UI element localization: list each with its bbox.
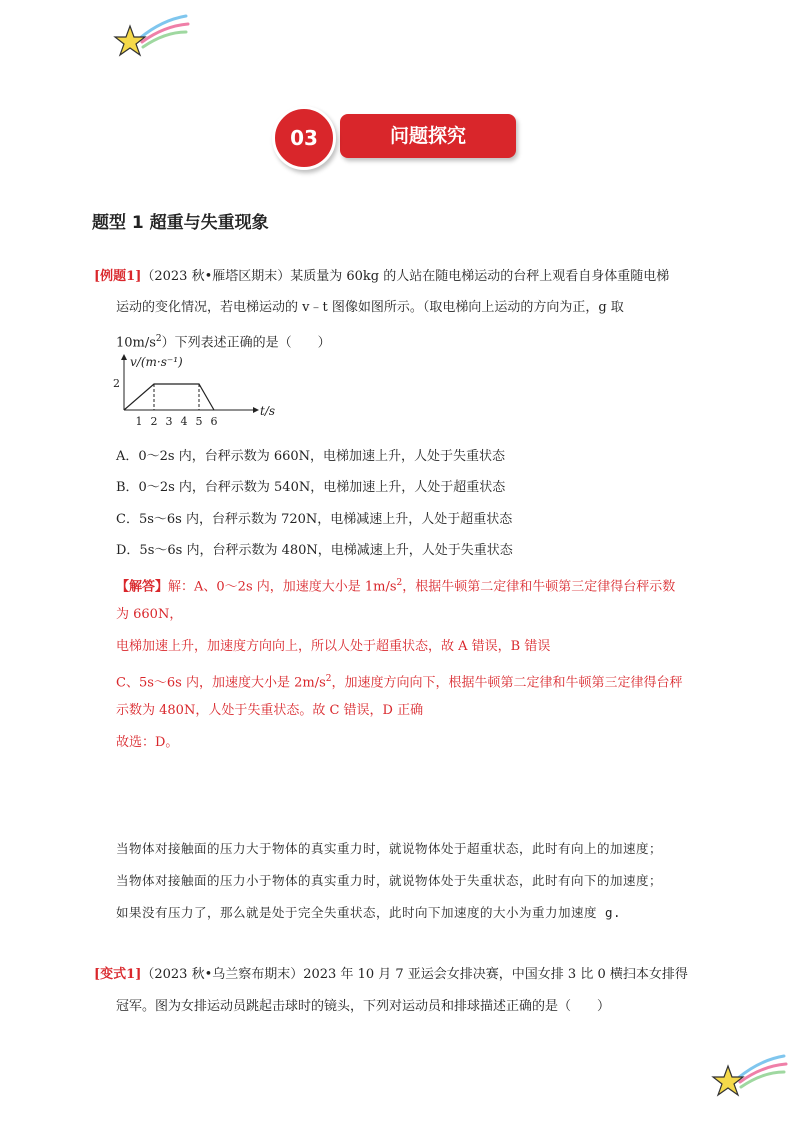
x-tick-label: 3 (165, 415, 173, 428)
x-tick-label: 5 (195, 415, 203, 428)
shooting-star-icon (708, 1054, 788, 1102)
x-tick-label: 1 (135, 415, 143, 428)
shooting-star-icon (110, 14, 190, 62)
banner-title: 问题探究 (389, 125, 466, 147)
example1-line1: [例题1]（2023 秋•雁塔区期末）某质量为 60kg 的人站在随电梯运动的台秤上观看自身体重随电梯 (94, 269, 670, 284)
example1-line2: 运动的变化情况，若电梯运动的 v﹣t 图像如图所示。（取电梯向上运动的方向为正，g 取 (116, 300, 624, 315)
answer-line5: 示数为 480N，人处于失重状态。故 C 错误，D 正确 (116, 703, 424, 718)
answer-label: 【解答】 (116, 579, 169, 595)
option-c[interactable]: C．5s～6s 内，台秤示数为 720N，电梯减速上升，人处于超重状态 (116, 512, 513, 527)
answer-line1: 【解答】解：A、0～2s 内，加速度大小是 $1m/s^2$，根据牛顿第二定律和牛顿第三定律得台秤示数 (116, 578, 676, 595)
note-line1: 当物体对接触面的压力大于物体的真实重力时，就说物体处于超重状态，此时有向上的加速度； (116, 841, 663, 856)
x-tick-label: 6 (210, 415, 218, 428)
option-b[interactable]: B．0～2s 内，台秤示数为 540N，电梯加速上升，人处于超重状态 (116, 480, 506, 495)
example1-line3: $10m/s^2$）下列表述正确的是（ ） (116, 334, 331, 351)
section-banner (268, 106, 520, 166)
example1-tag: [例题1] (94, 269, 142, 284)
note-line2: 当物体对接触面的压力小于物体的真实重力时，就说物体处于失重状态，此时有向下的加速度； (116, 873, 663, 888)
y-tick-label: 2 (113, 377, 120, 390)
note-line3: 如果没有压力了，那么就是处于完全失重状态，此时向下加速度的大小为重力加速度 g. (116, 905, 622, 920)
answer-line2: 为 660N， (116, 607, 183, 622)
option-a[interactable]: A．0～2s 内，台秤示数为 660N，电梯加速上升，人处于失重状态 (116, 449, 506, 464)
banner-pill (340, 114, 516, 158)
variant1-tag: [变式1] (94, 967, 142, 982)
answer-line3: 电梯加速上升，加速度方向向上，所以人处于超重状态，故 A 错误，B 错误 (116, 639, 551, 654)
x-tick-label: 4 (180, 415, 188, 428)
answer-line6: 故选：D。 (116, 735, 179, 750)
x-axis-label: t/s (260, 404, 276, 418)
vt-chart (110, 352, 290, 432)
banner-number: 03 (290, 126, 318, 150)
answer-line4: C、5s～6s 内，加速度大小是 $2m/s^2$，加速度方向向下，根据牛顿第二定律和牛顿第三定律得台秤 (116, 674, 683, 691)
section-title: 题型 1 超重与失重现象 (92, 213, 269, 233)
x-tick-label: 2 (150, 415, 158, 428)
variant1-line2: 冠军。图为女排运动员跳起击球时的镜头，下列对运动员和排球描述正确的是（ ） (116, 999, 611, 1014)
velocity-series-line (124, 384, 214, 410)
option-d[interactable]: D．5s～6s 内，台秤示数为 480N，电梯减速上升，人处于失重状态 (116, 543, 513, 558)
y-axis-label: v/(m·s⁻¹) (130, 355, 183, 369)
banner-number-badge (272, 106, 336, 170)
variant1-line1: [变式1]（2023 秋•乌兰察布期末）2023 年 10 月 7 亚运会女排决赛，中国女排 3 比 0 横扫本女排得 (94, 967, 688, 982)
